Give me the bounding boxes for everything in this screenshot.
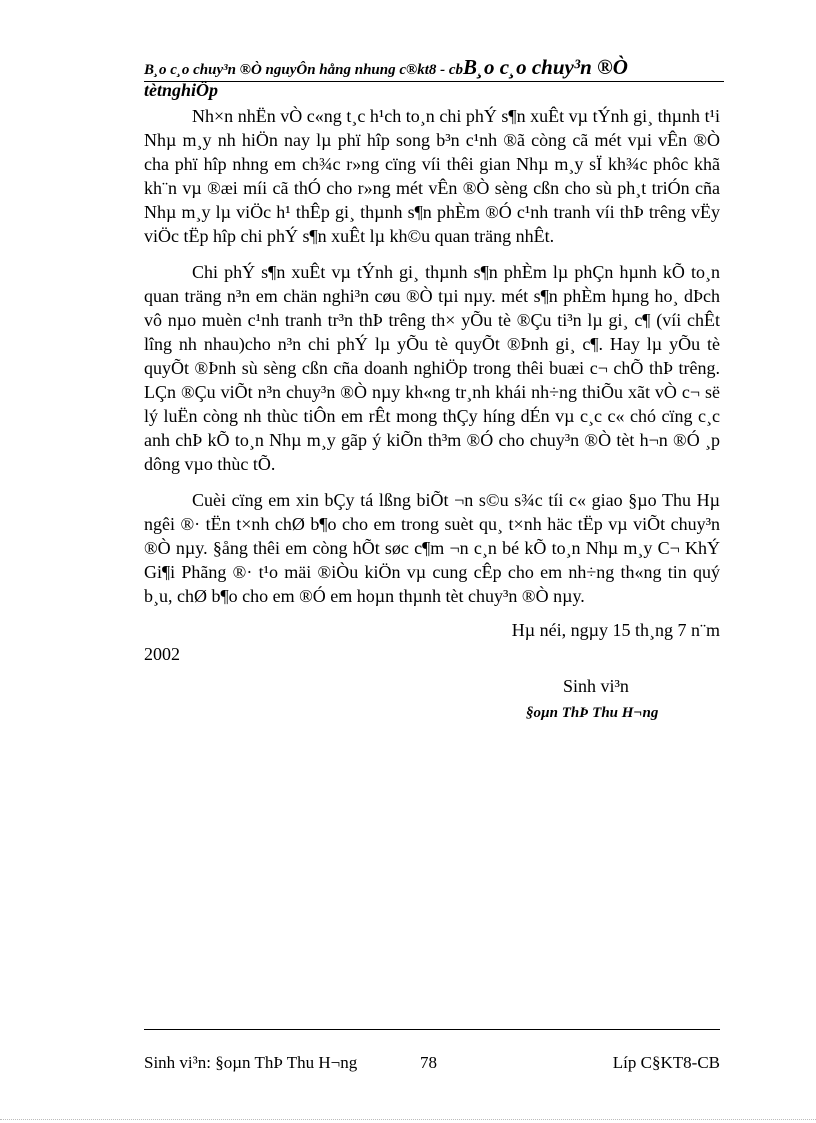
page-bottom-dotted-line: [0, 1119, 816, 1120]
footer-author: Sinh vi³n: §oµn ThÞ Thu H¬ng: [144, 1053, 358, 1072]
footer-rule: [144, 1029, 720, 1030]
paragraph-1: Nh×n nhËn vÒ c«ng t¸c h¹ch to¸n chi phÝ s¶n xuÊt vµ tÝnh gi¸ thµnh t¹i Nhµ m¸y nh hiÖn nay lµ phï hîp song b³n c¹nh ®ã còng cã mét vµi vÊn ®Ò cha phï hîp nhng em ch¾c r»ng cïng víi thêi gian Nhµ m¸y sÏ kh¾c phôc khã kh¨n vµ ®æi míi cã thÓ cho r»ng mét vÊn ®Ò sèng cßn cho sù ph¸t triÓn cña Nhµ m¸y lµ viÖc h¹ thÊp gi¸ thµnh s¶n phÈm ®Ó c¹nh tranh víi thÞ trêng vËy viÖc tËp hîp chi phÝ s¶n xuÊt lµ kh©u quan träng nhÊt.: [144, 106, 720, 246]
header-rule: [144, 81, 724, 82]
date-line: Hµ néi, ngµy 15 th¸ng 7 n¨m: [511, 620, 720, 640]
date-year: 2002: [144, 644, 180, 664]
signer-role: Sinh vi³n: [563, 676, 629, 696]
header-title-continuation: tètnghiÖp: [144, 80, 219, 100]
page-header: [144, 55, 724, 80]
page-number: 78: [420, 1053, 437, 1072]
signer-name: §oµn ThÞ Thu H¬ng: [526, 705, 659, 721]
paragraph-2: Chi phÝ s¶n xuÊt vµ tÝnh gi¸ thµnh s¶n phÈm lµ phÇn hµnh kÕ to¸n quan träng n³n em chän nghi³n cøu ®Ò tµi nµy. mét s¶n phÈm hµng ho¸ dÞch vô nµo muèn c¹nh tranh tr³n thÞ trêng th× yÕu tè ®Çu ti³n lµ gi¸ c¶ (víi chÊt lîng nh nhau)cho n³n chi phÝ lµ yÕu tè quyÕt ®Þnh gi¸ c¶. Hay lµ yÕu tè quyÕt ®Þnh sù sèng cßn cña doanh nghiÖp trong thêi buæi c¬ chÕ thÞ trêng. LÇn ®Çu viÕt n³n chuy³n ®Ò nµy kh«ng tr¸nh khái nh÷ng thiÕu xãt vÒ c¬ së lý luËn còng nh thùc tiÔn em rÊt mong thÇy híng dÉn vµ c¸c c« chó cïng c¸c anh chÞ kÕ to¸n Nhµ m¸y gãp ý kiÕn th³m ®Ó cho chuy³n ®Ò tèt h¬n ®Ó ¸p dông vµo thùc tÕ.: [144, 262, 720, 474]
header-title-large: B¸o c¸o chuy³n ®Ò: [463, 55, 628, 79]
paragraph-3: Cuèi cïng em xin bÇy tá lßng biÕt ¬n s©u s¾c tíi c« giao §µo Thu Hµ ngêi ®· tËn t×nh chØ b¶o cho em trong suèt qu¸ t×nh häc tËp vµ viÕt chuy³n ®Ò nµy. §ång thêi em còng hÕt søc c¶m ¬n c¸n bé kÕ to¸n Nhµ m¸y C¬ KhÝ Gi¶i Phãng ®· t¹o mäi ®iÒu kiÖn vµ cung cÊp cho em nh÷ng th«ng tin quý b¸u, chØ b¶o cho em ®Ó em hoµn thµnh tèt chuy³n ®Ò nµy.: [144, 490, 720, 606]
footer-class: Líp C§KT8-CB: [612, 1053, 720, 1072]
body-text: [144, 104, 720, 620]
header-title-small: B¸o c¸o chuy³n ®Ò nguyÔn hång nhung c®kt8 - cb: [144, 62, 464, 78]
